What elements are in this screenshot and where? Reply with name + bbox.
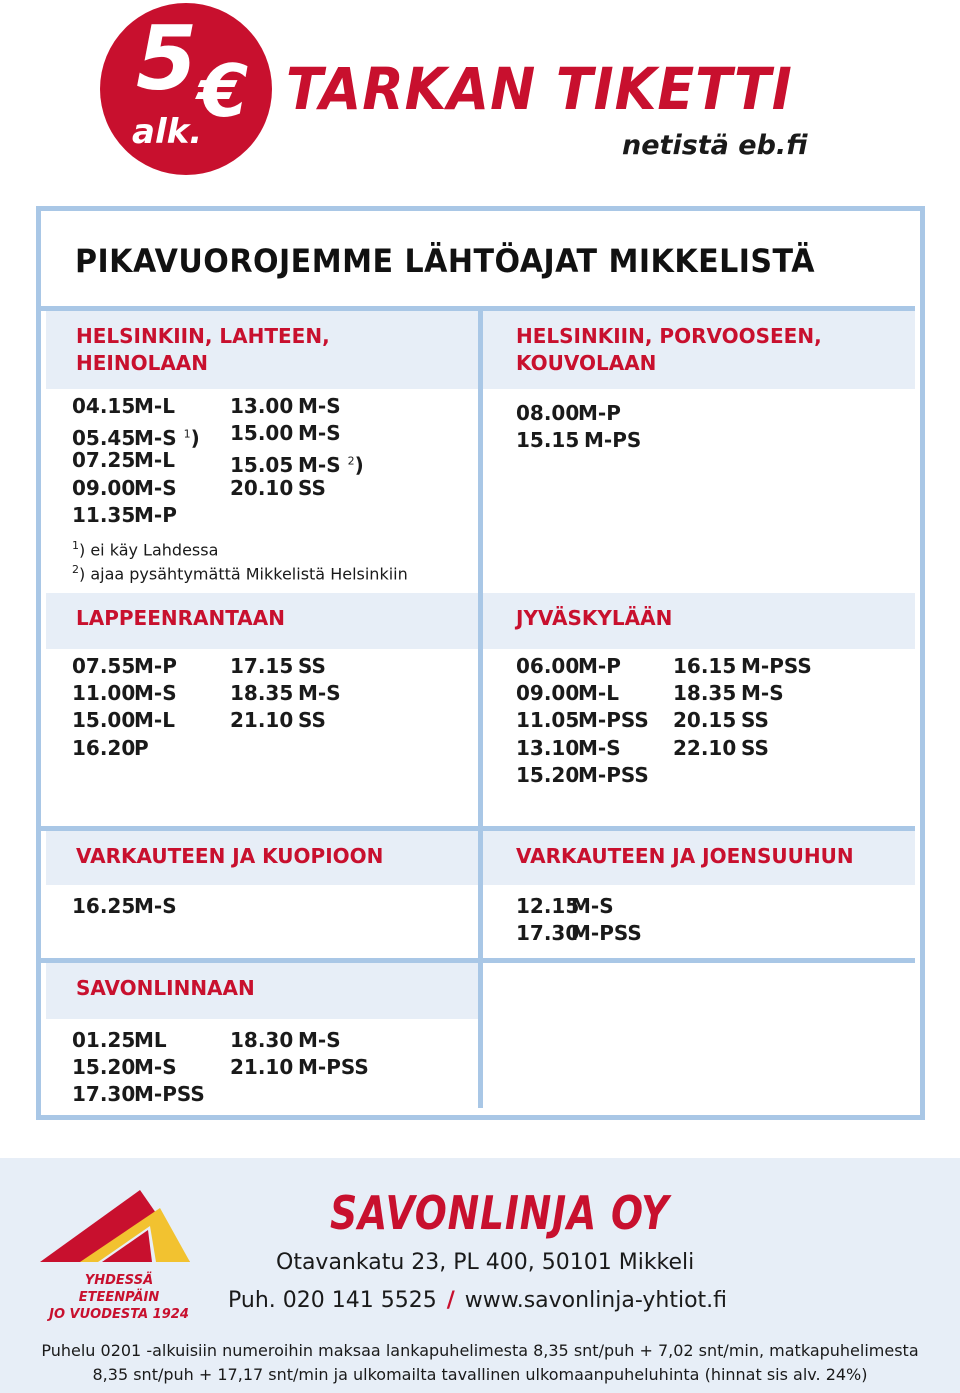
departure-days: P bbox=[134, 735, 149, 760]
departure-row bbox=[72, 420, 200, 450]
heading-line: HELSINKIIN, PORVOOSEEN, bbox=[516, 324, 822, 348]
departure-row bbox=[230, 447, 364, 478]
route-heading-helsinki-lahti bbox=[46, 311, 478, 389]
departure-days: M-P bbox=[134, 654, 177, 678]
disclaimer-line: 8,35 snt/puh + 17,17 snt/min ja ulkomailta tavallinen ulkomaanpuheluhinta (hinnat sis alv. 24%) bbox=[92, 1365, 868, 1384]
departure-row bbox=[230, 475, 364, 502]
departure-time: 18.35 bbox=[230, 681, 294, 706]
departure-time: 15.20 bbox=[72, 1055, 136, 1080]
departure-time: 09.00 bbox=[516, 681, 580, 706]
route-heading-jyvaskyla bbox=[483, 593, 915, 649]
times-lappeenranta-col1 bbox=[72, 653, 177, 762]
departure-time: 07.55 bbox=[72, 654, 136, 678]
footnote-ref: $^2$) bbox=[347, 453, 364, 478]
departure-days: M-L bbox=[134, 708, 175, 733]
times-helsinki-lahti-col2 bbox=[230, 393, 364, 502]
departure-row bbox=[516, 735, 649, 762]
times-varkaus-joensuu bbox=[516, 893, 642, 947]
departure-row bbox=[673, 707, 812, 734]
departure-row bbox=[72, 893, 177, 920]
route-heading-savonlinna bbox=[46, 963, 478, 1019]
footnote-text: ) ajaa pysähtymättä Mikkelistä Helsinkiin bbox=[79, 564, 408, 584]
departure-days: M-PSS bbox=[571, 921, 642, 946]
badge-prefix: alk. bbox=[132, 112, 203, 152]
departure-days: M-PSS bbox=[578, 762, 649, 787]
departure-days: SS bbox=[298, 654, 326, 678]
departure-days: SS bbox=[298, 708, 326, 733]
price-badge bbox=[100, 3, 272, 175]
footnote-ref: $^1$) bbox=[183, 425, 200, 450]
divider-savonlinna bbox=[478, 963, 483, 1108]
departure-days: M-S bbox=[298, 1028, 341, 1052]
company-name: SAVONLINJA OY bbox=[330, 1186, 670, 1240]
company-slogan bbox=[44, 1272, 194, 1323]
heading-line: HELSINKIIN, LAHTEEN, bbox=[76, 324, 330, 348]
departure-row bbox=[72, 502, 200, 529]
departure-row bbox=[72, 1054, 205, 1081]
departure-row bbox=[72, 653, 177, 680]
departure-time: 22.10 bbox=[673, 735, 737, 760]
departure-row bbox=[516, 920, 642, 947]
times-helsinki-porvoo bbox=[516, 400, 641, 454]
departure-time: 06.00 bbox=[516, 654, 580, 678]
departure-row bbox=[230, 1054, 369, 1081]
footnote-mark: 2 bbox=[347, 454, 355, 468]
disclaimer-line: Puhelu 0201 -alkuisiin numeroihin maksaa lankapuhelimesta 8,35 snt/puh + 7,02 snt/min, matkapuhelimesta bbox=[41, 1341, 919, 1360]
departure-time: 15.20 bbox=[516, 762, 580, 787]
departure-days: M-S bbox=[298, 681, 341, 706]
contact-separator: / bbox=[446, 1288, 455, 1313]
departure-time: 16.25 bbox=[72, 894, 136, 918]
promo-title: TARKAN TIKETTI bbox=[286, 55, 793, 123]
departure-row bbox=[72, 680, 177, 707]
heading-line: VARKAUTEEN JA KUOPIOON bbox=[76, 844, 384, 868]
departure-time: 20.10 bbox=[230, 475, 294, 500]
departure-days: M-PSS bbox=[298, 1055, 369, 1080]
departure-time: 18.30 bbox=[230, 1028, 294, 1052]
company-address: Otavankatu 23, PL 400, 50101 Mikkeli bbox=[276, 1250, 695, 1275]
departure-time: 17.30 bbox=[72, 1082, 136, 1107]
company-contact bbox=[228, 1288, 727, 1313]
departure-days: M-PSS bbox=[578, 708, 649, 733]
times-lappeenranta-col2 bbox=[230, 653, 341, 735]
departure-row bbox=[72, 393, 200, 420]
departure-days: SS bbox=[741, 735, 769, 760]
departure-row bbox=[516, 893, 642, 920]
slogan-line: JO VUODESTA 1924 bbox=[49, 1307, 189, 1322]
departure-days: M-P bbox=[578, 401, 621, 425]
departure-row bbox=[72, 1081, 205, 1108]
slogan-line: YHDESSÄ ETEENPÄIN bbox=[78, 1273, 160, 1305]
heading-line: JYVÄSKYLÄÄN bbox=[516, 606, 673, 630]
departure-time: 15.15 bbox=[516, 428, 580, 453]
departure-time: 07.25 bbox=[72, 448, 136, 473]
departure-time: 01.25 bbox=[72, 1028, 136, 1052]
times-jyvaskyla-col2 bbox=[673, 653, 812, 762]
departure-row bbox=[230, 707, 341, 734]
times-savonlinna-col2 bbox=[230, 1027, 369, 1081]
departure-days: M-PSS bbox=[134, 1082, 205, 1107]
departure-row bbox=[516, 427, 641, 454]
departure-time: 15.00 bbox=[72, 708, 136, 733]
departure-time: 04.15 bbox=[72, 394, 136, 418]
route-heading-varkaus-kuopio bbox=[46, 831, 478, 885]
route-heading-helsinki-porvoo bbox=[483, 311, 915, 389]
heading-line: KOUVOLAAN bbox=[516, 351, 657, 375]
departure-days: M-PS bbox=[584, 428, 642, 453]
departure-row bbox=[516, 400, 641, 427]
departure-row bbox=[72, 447, 200, 474]
departure-days: ML bbox=[134, 1028, 167, 1052]
departure-time: 21.10 bbox=[230, 708, 294, 733]
departure-days: SS bbox=[298, 475, 326, 500]
departure-row bbox=[516, 762, 649, 789]
departure-row bbox=[673, 735, 812, 762]
departure-days: M-S bbox=[298, 453, 341, 478]
departure-time: 21.10 bbox=[230, 1055, 294, 1080]
footnote-2 bbox=[72, 558, 408, 586]
departure-days: SS bbox=[741, 708, 769, 733]
departure-row bbox=[673, 680, 812, 707]
times-savonlinna-col1 bbox=[72, 1027, 205, 1109]
departure-time: 05.45 bbox=[72, 425, 136, 450]
departure-row bbox=[72, 1027, 205, 1054]
departure-days: M-L bbox=[134, 394, 175, 418]
times-jyvaskyla-col1 bbox=[516, 653, 649, 789]
departure-days: M-S bbox=[741, 681, 784, 706]
departure-row bbox=[72, 475, 200, 502]
departure-time: 12.15 bbox=[516, 894, 580, 918]
departure-row bbox=[516, 707, 649, 734]
departure-time: 16.15 bbox=[673, 654, 737, 678]
badge-price: 5 bbox=[136, 7, 198, 110]
departure-row bbox=[230, 1027, 369, 1054]
departure-time: 11.05 bbox=[516, 708, 580, 733]
departure-time: 17.30 bbox=[516, 921, 580, 946]
departure-days: M-P bbox=[134, 502, 177, 527]
departure-time: 15.05 bbox=[230, 453, 294, 478]
departure-days: M-S bbox=[134, 681, 177, 706]
departure-time: 17.15 bbox=[230, 654, 294, 678]
departure-row bbox=[72, 735, 177, 762]
departure-days: M-S bbox=[134, 894, 177, 918]
phone-number: Puh. 020 141 5525 bbox=[228, 1288, 437, 1313]
call-price-disclaimer bbox=[30, 1339, 930, 1387]
departure-row bbox=[230, 393, 364, 420]
departure-days: M-P bbox=[578, 654, 621, 678]
departure-time: 13.00 bbox=[230, 394, 294, 418]
departure-time: 16.20 bbox=[72, 735, 136, 760]
departure-time: 15.00 bbox=[230, 421, 294, 446]
departure-row bbox=[673, 653, 812, 680]
route-heading-lappeenranta bbox=[46, 593, 478, 649]
departure-row bbox=[230, 680, 341, 707]
departure-time: 09.00 bbox=[72, 475, 136, 500]
heading-line: LAPPEENRANTAAN bbox=[76, 606, 286, 630]
footnote-mark: 1 bbox=[72, 539, 79, 552]
departure-days: M-S bbox=[298, 394, 341, 418]
departure-row bbox=[72, 707, 177, 734]
departure-time: 11.00 bbox=[72, 681, 136, 706]
heading-line: HEINOLAAN bbox=[76, 351, 209, 375]
times-helsinki-lahti-col1 bbox=[72, 393, 200, 529]
departure-days: M-L bbox=[134, 448, 175, 473]
route-heading-varkaus-joensuu bbox=[483, 831, 915, 885]
logo-triangle-icon bbox=[40, 1190, 200, 1270]
departure-days: M-S bbox=[571, 894, 614, 918]
departure-days: M-S bbox=[134, 475, 177, 500]
footnote-mark: 1 bbox=[183, 427, 191, 441]
website-link[interactable]: www.savonlinja-yhtiot.fi bbox=[464, 1288, 728, 1313]
heading-line: SAVONLINNAAN bbox=[76, 976, 255, 1000]
badge-currency: € bbox=[198, 49, 249, 133]
page-title: PIKAVUOROJEMME LÄHTÖAJAT MIKKELISTÄ bbox=[75, 242, 815, 280]
departure-time: 20.15 bbox=[673, 708, 737, 733]
departure-row bbox=[516, 653, 649, 680]
footnote-mark: 2 bbox=[72, 563, 79, 576]
departure-days: M-S bbox=[578, 735, 621, 760]
departure-row bbox=[230, 420, 364, 447]
departure-days: M-S bbox=[298, 421, 341, 446]
departure-time: 18.35 bbox=[673, 681, 737, 706]
departure-days: M-PSS bbox=[741, 654, 812, 678]
departure-time: 13.10 bbox=[516, 735, 580, 760]
departure-time: 08.00 bbox=[516, 401, 580, 425]
departure-row bbox=[516, 680, 649, 707]
departure-days: M-L bbox=[578, 681, 619, 706]
footnote-text: ) ei käy Lahdessa bbox=[79, 540, 219, 560]
departure-row bbox=[230, 653, 341, 680]
times-varkaus-kuopio bbox=[72, 893, 177, 920]
departure-days: M-S bbox=[134, 425, 177, 450]
promo-subtitle: netistä eb.fi bbox=[622, 130, 808, 161]
departure-days: M-S bbox=[134, 1055, 177, 1080]
heading-line: VARKAUTEEN JA JOENSUUHUN bbox=[516, 844, 854, 868]
departure-time: 11.35 bbox=[72, 502, 136, 527]
